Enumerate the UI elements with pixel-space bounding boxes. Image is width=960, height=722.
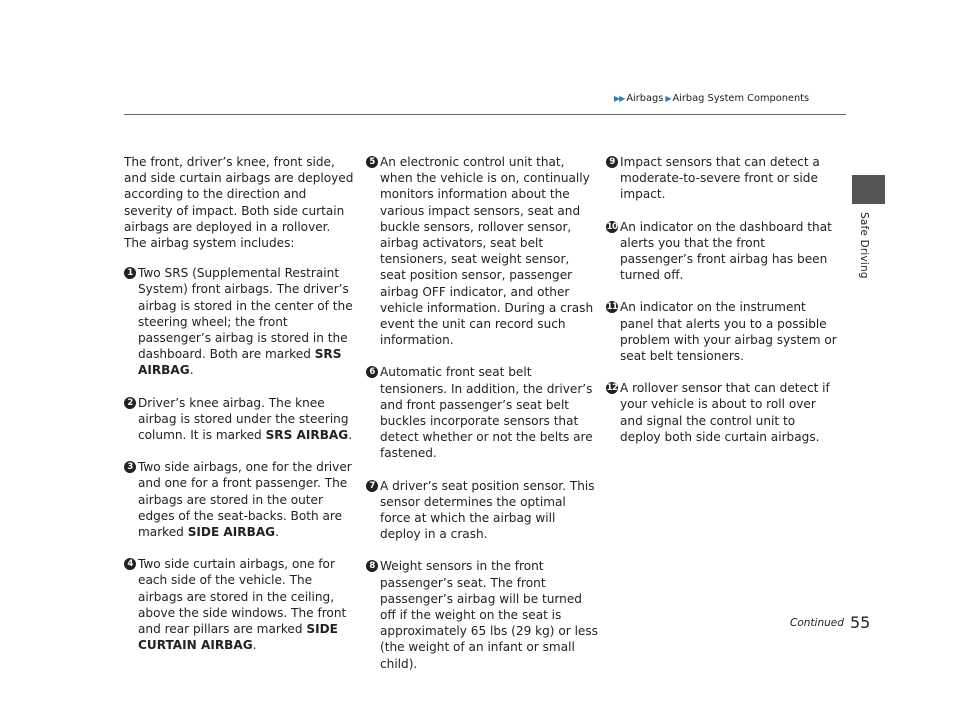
- item-text: Impact sensors that can detect a moderate-to-severe front or side impact.: [620, 155, 820, 202]
- page-number: 55: [850, 613, 871, 632]
- number-badge-icon: 3: [124, 461, 136, 473]
- column-3: [606, 154, 838, 461]
- list-item: [606, 299, 838, 364]
- number-badge-icon: 5: [366, 156, 378, 168]
- arrow-icon: ▶: [665, 94, 671, 103]
- double-arrow-icon: ▶▶: [614, 94, 625, 103]
- list-item: [366, 478, 598, 543]
- number-badge-icon: 7: [366, 480, 378, 492]
- breadcrumb: [614, 93, 844, 104]
- item-tail: .: [348, 428, 353, 443]
- item-marking: SRS AIRBAG: [138, 347, 342, 378]
- list-item: [366, 154, 598, 348]
- item-text: An electronic control unit that, when the vehicle is on, continually monitors information about the various impact sensors, seat and buckle sensors, rollover sensor, airbag activators, seat belt tensioners, seat weight sensor, seat position sensor, passenger airbag OFF indicator, and other vehicle information. During a crash event the unit can record such information.: [380, 155, 594, 348]
- header-rule: [124, 114, 846, 115]
- item-marking: SIDE AIRBAG: [187, 525, 276, 540]
- item-text: An indicator on the dashboard that alerts you that the front passenger’s front airbag has been turned off.: [620, 219, 832, 283]
- item-text: Automatic front seat belt tensioners. In addition, the driver’s and front passenger’s seat belt buckles incorporate sensors that detect whether or not the belts are fastened.: [380, 365, 593, 461]
- item-text: Two SRS (Supplemental Restraint System) front airbags. The driver’s airbag is stored in the center of the steering wheel; the front passenger’s airbag is stored in the dashboard. Both are marked: [138, 266, 353, 362]
- item-text: A rollover sensor that can detect if your vehicle is about to roll over and signal the control unit to deploy both side curtain airbags.: [620, 381, 830, 444]
- item-text: Two side airbags, one for the driver and one for a front passenger. The airbags are stored in the outer edges of the seat-backs. Both are marked: [138, 460, 352, 540]
- section-tab: [852, 175, 885, 204]
- number-badge-icon: 11: [606, 302, 618, 313]
- column-2: [366, 154, 598, 688]
- section-label: Safe Driving: [858, 212, 870, 279]
- list-item: [606, 154, 838, 203]
- list-item: [124, 556, 356, 653]
- item-marking: SRS AIRBAG: [265, 428, 349, 443]
- item-marking: SIDE CURTAIN AIRBAG: [138, 622, 338, 653]
- number-badge-icon: 9: [606, 156, 618, 168]
- breadcrumb-components[interactable]: Airbag System Components: [672, 93, 810, 104]
- column-1: [124, 154, 356, 669]
- intro-paragraph: The front, driver’s knee, front side, and side curtain airbags are deployed according to the direction and severity of impact. Both side curtain airbags are deployed in a rollover. The airbag system includes:: [124, 155, 354, 251]
- list-item: [124, 265, 356, 378]
- breadcrumb-airbags[interactable]: Airbags: [626, 93, 664, 104]
- list-item: [606, 380, 838, 445]
- number-badge-icon: 4: [124, 558, 136, 570]
- item-tail: .: [252, 638, 257, 653]
- item-text: Two side curtain airbags, one for each side of the vehicle. The airbags are stored in the ceiling, above the side windows. The front and rear pillars are marked: [138, 557, 347, 637]
- list-item: [124, 395, 356, 444]
- item-text: Weight sensors in the front passenger’s seat. The front passenger’s airbag will be turned off if the weight on the seat is approximately 65 lbs (29 kg) or less (the weight of an infant or small child).: [380, 559, 598, 671]
- number-badge-icon: 10: [606, 221, 618, 232]
- item-tail: .: [189, 363, 194, 378]
- list-item: [366, 364, 598, 461]
- list-item: [606, 219, 838, 284]
- list-item: [124, 459, 356, 540]
- item-text: An indicator on the instrument panel that alerts you to a possible problem with your airbag system or seat belt tensioners.: [620, 300, 837, 364]
- number-badge-icon: 2: [124, 397, 136, 409]
- continued-label: Continued: [790, 617, 844, 629]
- number-badge-icon: 1: [124, 267, 136, 279]
- item-tail: .: [275, 525, 279, 540]
- number-badge-icon: 8: [366, 560, 378, 572]
- number-badge-icon: 12: [606, 383, 618, 394]
- item-text: A driver’s seat position sensor. This sensor determines the optimal force at which the airbag will deploy in a crash.: [380, 478, 595, 542]
- item-text: Driver’s knee airbag. The knee airbag is stored under the steering column. It is marked: [138, 395, 349, 443]
- list-item: [366, 558, 598, 671]
- number-badge-icon: 6: [366, 366, 378, 378]
